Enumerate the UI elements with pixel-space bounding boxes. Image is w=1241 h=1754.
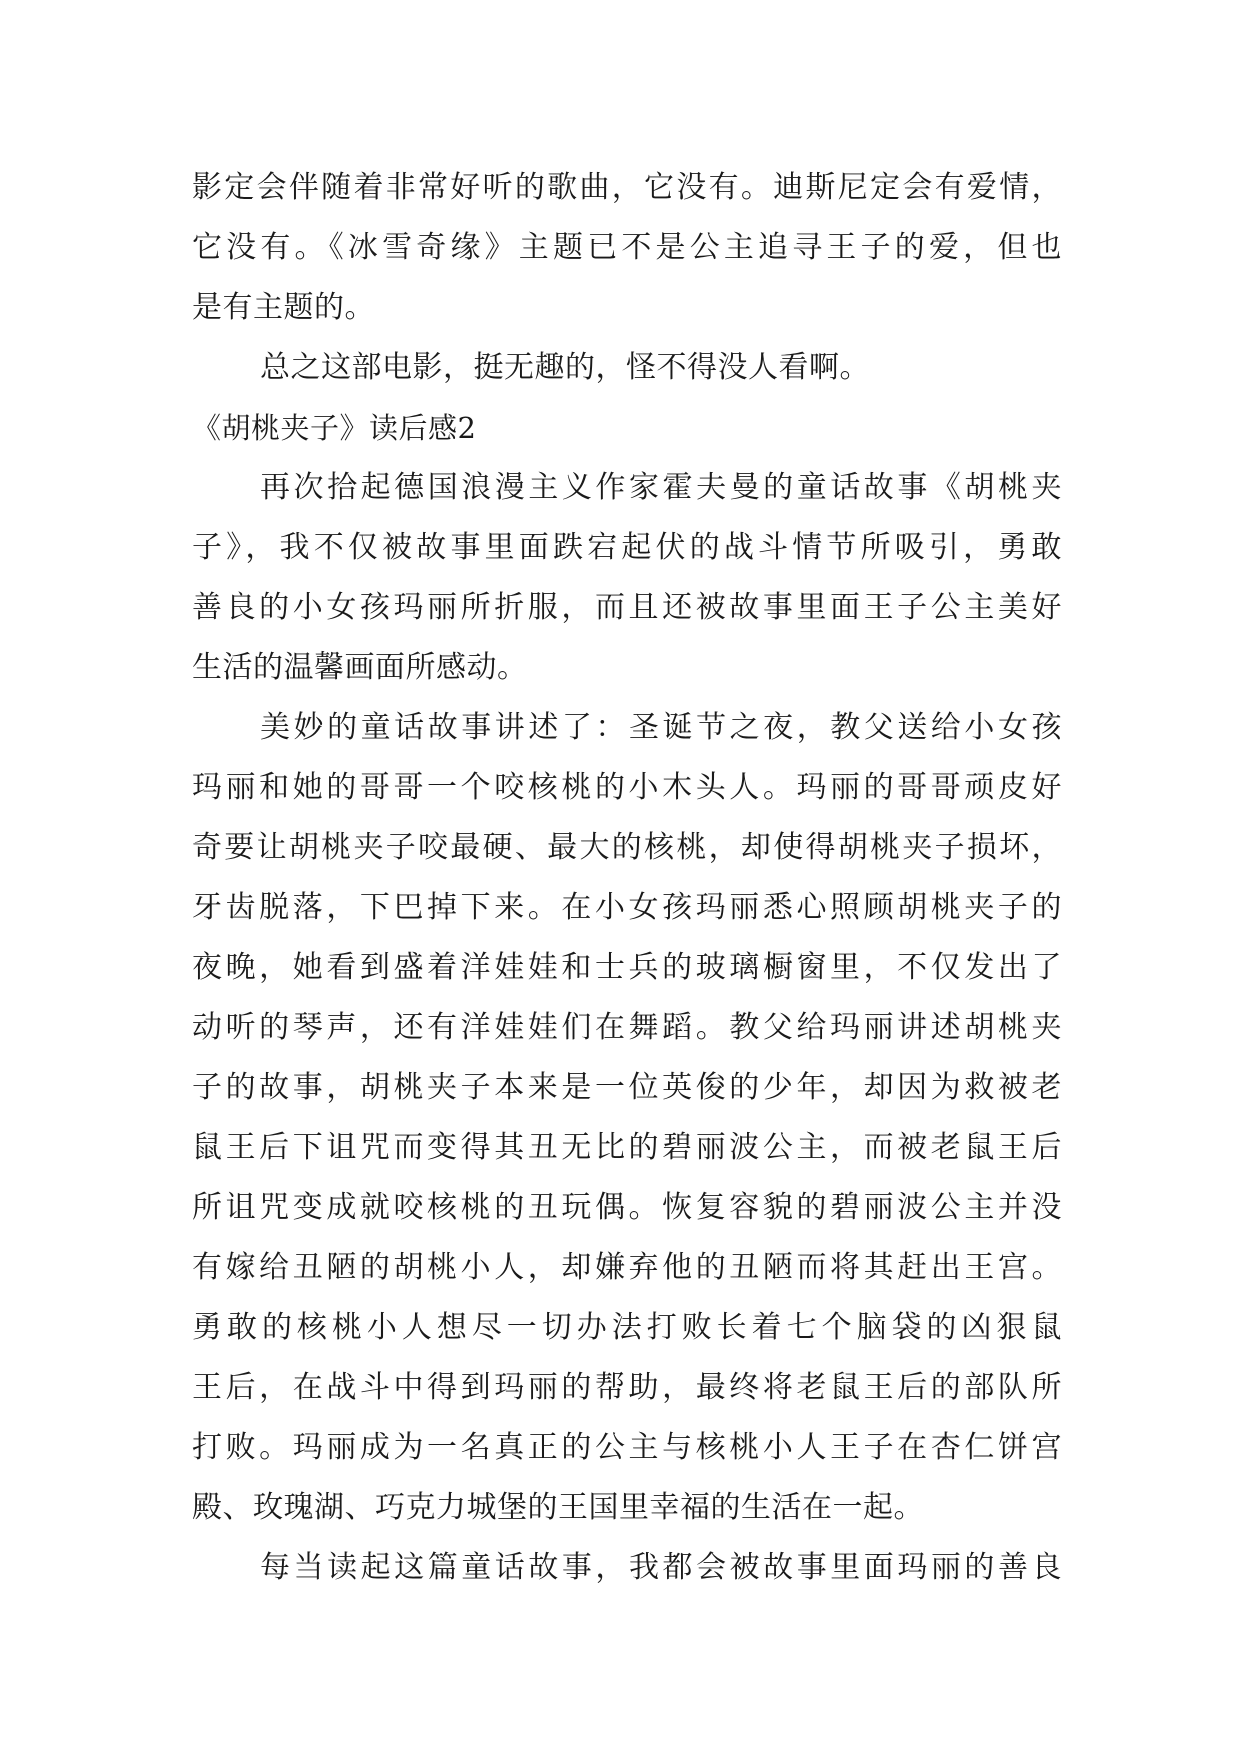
paragraph-line: 王后，在战斗中得到玛丽的帮助，最终将老鼠王后的部队所 xyxy=(192,1370,1062,1405)
paragraph-line: 生活的温馨画面所感动。 xyxy=(192,650,528,685)
paragraph-line: 鼠王后下诅咒而变得其丑无比的碧丽波公主，而被老鼠王后 xyxy=(192,1130,1062,1165)
paragraph-line: 所诅咒变成就咬核桃的丑玩偶。恢复容貌的碧丽波公主并没 xyxy=(192,1190,1062,1225)
paragraph-line: 打败。玛丽成为一名真正的公主与核桃小人王子在杏仁饼宫 xyxy=(192,1430,1062,1465)
paragraph-line: 勇敢的核桃小人想尽一切办法打败长着七个脑袋的凶狠鼠 xyxy=(192,1310,1062,1345)
paragraph-line: 美妙的童话故事讲述了：圣诞节之夜，教父送给小女孩 xyxy=(260,710,1062,745)
document-body xyxy=(192,158,1062,1598)
paragraph-line: 夜晚，她看到盛着洋娃娃和士兵的玻璃橱窗里，不仅发出了 xyxy=(192,950,1062,985)
paragraph-line: 动听的琴声，还有洋娃娃们在舞蹈。教父给玛丽讲述胡桃夹 xyxy=(192,1010,1062,1045)
paragraph-line: 奇要让胡桃夹子咬最硬、最大的核桃，却使得胡桃夹子损坏， xyxy=(192,830,1062,865)
paragraph-line: 每当读起这篇童话故事，我都会被故事里面玛丽的善良 xyxy=(260,1550,1062,1585)
paragraph-line: 它没有。《冰雪奇缘》主题已不是公主追寻王子的爱，但也 xyxy=(192,230,1062,265)
paragraph-line: 子》，我不仅被故事里面跌宕起伏的战斗情节所吸引，勇敢 xyxy=(192,530,1062,565)
paragraph-line: 影定会伴随着非常好听的歌曲，它没有。迪斯尼定会有爱情， xyxy=(192,170,1062,205)
paragraph-line: 牙齿脱落，下巴掉下来。在小女孩玛丽悉心照顾胡桃夹子的 xyxy=(192,890,1062,925)
paragraph-line: 总之这部电影，挺无趣的，怪不得没人看啊。 xyxy=(260,350,870,385)
paragraph-line: 玛丽和她的哥哥一个咬核桃的小木头人。玛丽的哥哥顽皮好 xyxy=(192,770,1062,805)
paragraph-line: 有嫁给丑陋的胡桃小人，却嫌弃他的丑陋而将其赶出王宫。 xyxy=(192,1250,1062,1285)
section-heading: 《胡桃夹子》读后感2 xyxy=(192,411,477,445)
paragraph-line: 善良的小女孩玛丽所折服，而且还被故事里面王子公主美好 xyxy=(192,590,1062,625)
paragraph-line: 是有主题的。 xyxy=(192,290,375,325)
paragraph-line: 殿、玫瑰湖、巧克力城堡的王国里幸福的生活在一起。 xyxy=(192,1490,924,1525)
paragraph-line: 子的故事，胡桃夹子本来是一位英俊的少年，却因为救被老 xyxy=(192,1070,1062,1105)
paragraph-line: 再次拾起德国浪漫主义作家霍夫曼的童话故事《胡桃夹 xyxy=(260,470,1062,505)
